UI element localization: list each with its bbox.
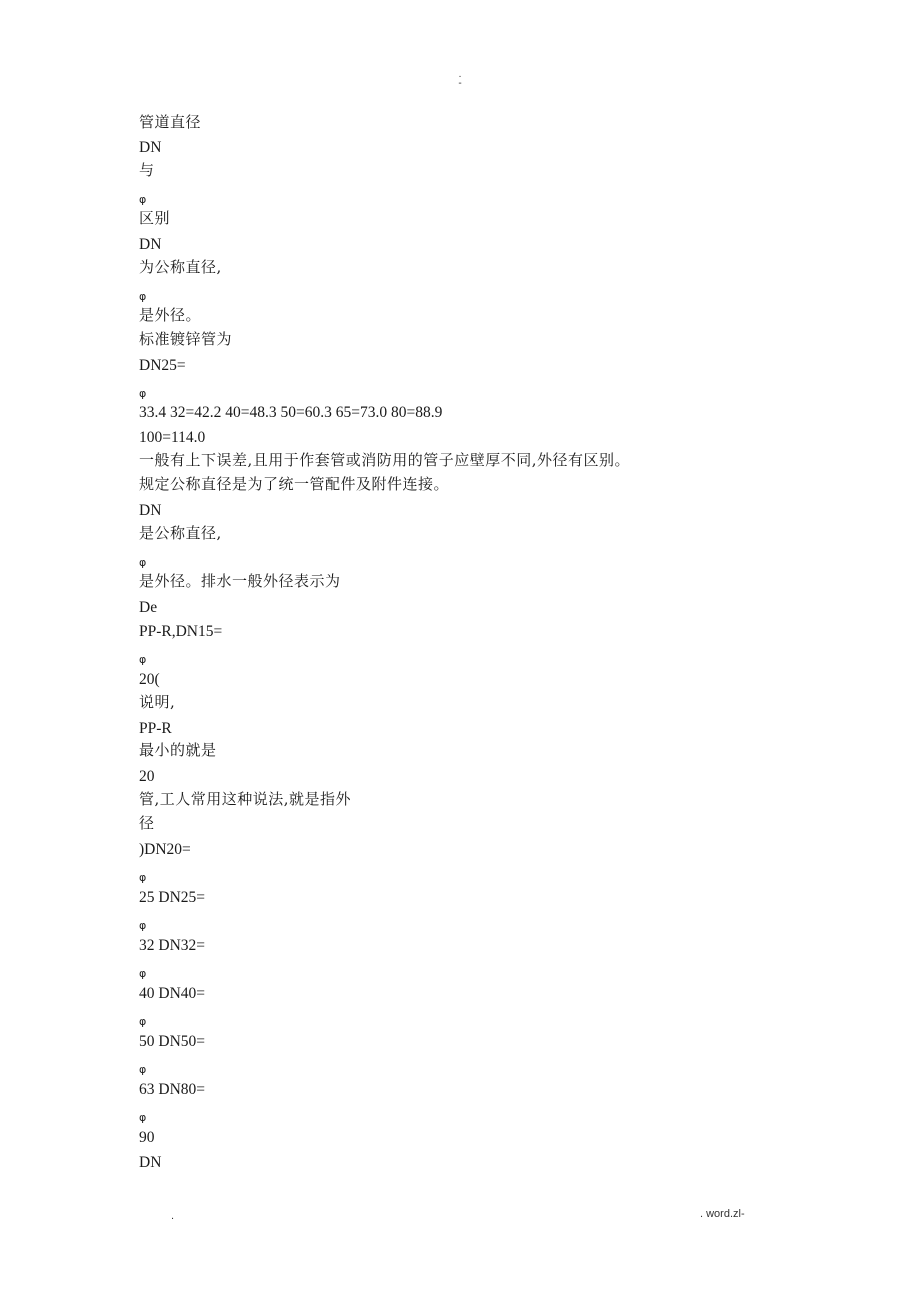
- text-line: 是外径。: [139, 306, 202, 324]
- text-line: 33.4 32=42.2 40=48.3 50=60.3 65=73.0 80=88.9: [139, 404, 443, 421]
- text-line: 与: [139, 161, 155, 179]
- text-line: DN: [139, 236, 162, 253]
- text-line: 40 DN40=: [139, 985, 206, 1002]
- phi-symbol: φ: [139, 1111, 147, 1124]
- text-line: 100=114.0: [139, 429, 206, 446]
- text-line: 32 DN32=: [139, 937, 206, 954]
- text-line: 说明,: [139, 693, 176, 711]
- footer-left-mark: .: [171, 1210, 175, 1222]
- text-line: 20: [139, 768, 155, 785]
- text-line: 90: [139, 1129, 155, 1146]
- text-line: )DN20=: [139, 841, 191, 858]
- text-line: De: [139, 599, 158, 616]
- text-line: 最小的就是: [139, 741, 217, 759]
- header-dash: -: [458, 78, 462, 89]
- text-line: 25 DN25=: [139, 889, 206, 906]
- text-line: 管,工人常用这种说法,就是指外: [139, 790, 352, 808]
- phi-symbol: φ: [139, 871, 147, 884]
- phi-symbol: φ: [139, 193, 147, 206]
- phi-symbol: φ: [139, 556, 147, 569]
- text-line: 一般有上下误差,且用于作套管或消防用的管子应壁厚不同,外径有区别。: [139, 451, 631, 469]
- text-line: 规定公称直径是为了统一管配件及附件连接。: [139, 475, 450, 493]
- text-line: 管道直径: [139, 113, 202, 131]
- text-line: DN25=: [139, 357, 186, 374]
- text-line: 径: [139, 814, 155, 832]
- text-line: DN: [139, 502, 162, 519]
- text-line: 为公称直径,: [139, 258, 222, 276]
- header-dot: .: [458, 69, 462, 80]
- phi-symbol: φ: [139, 387, 147, 400]
- text-line: 50 DN50=: [139, 1033, 206, 1050]
- phi-symbol: φ: [139, 290, 147, 303]
- text-line: DN: [139, 1154, 162, 1171]
- phi-symbol: φ: [139, 967, 147, 980]
- text-line: PP-R,DN15=: [139, 623, 223, 640]
- text-line: PP-R: [139, 720, 172, 737]
- text-line: 是公称直径,: [139, 524, 222, 542]
- text-line: 标准镀锌管为: [139, 330, 233, 348]
- phi-symbol: φ: [139, 653, 147, 666]
- phi-symbol: φ: [139, 1015, 147, 1028]
- text-line: 是外径。排水一般外径表示为: [139, 572, 341, 590]
- page-header-mark: [452, 70, 468, 88]
- text-line: 20(: [139, 671, 160, 688]
- phi-symbol: φ: [139, 1063, 147, 1076]
- text-line: 63 DN80=: [139, 1081, 206, 1098]
- text-line: DN: [139, 139, 162, 156]
- phi-symbol: φ: [139, 919, 147, 932]
- text-line: 区别: [139, 209, 171, 227]
- footer-watermark-text: . word.zl-: [700, 1208, 745, 1220]
